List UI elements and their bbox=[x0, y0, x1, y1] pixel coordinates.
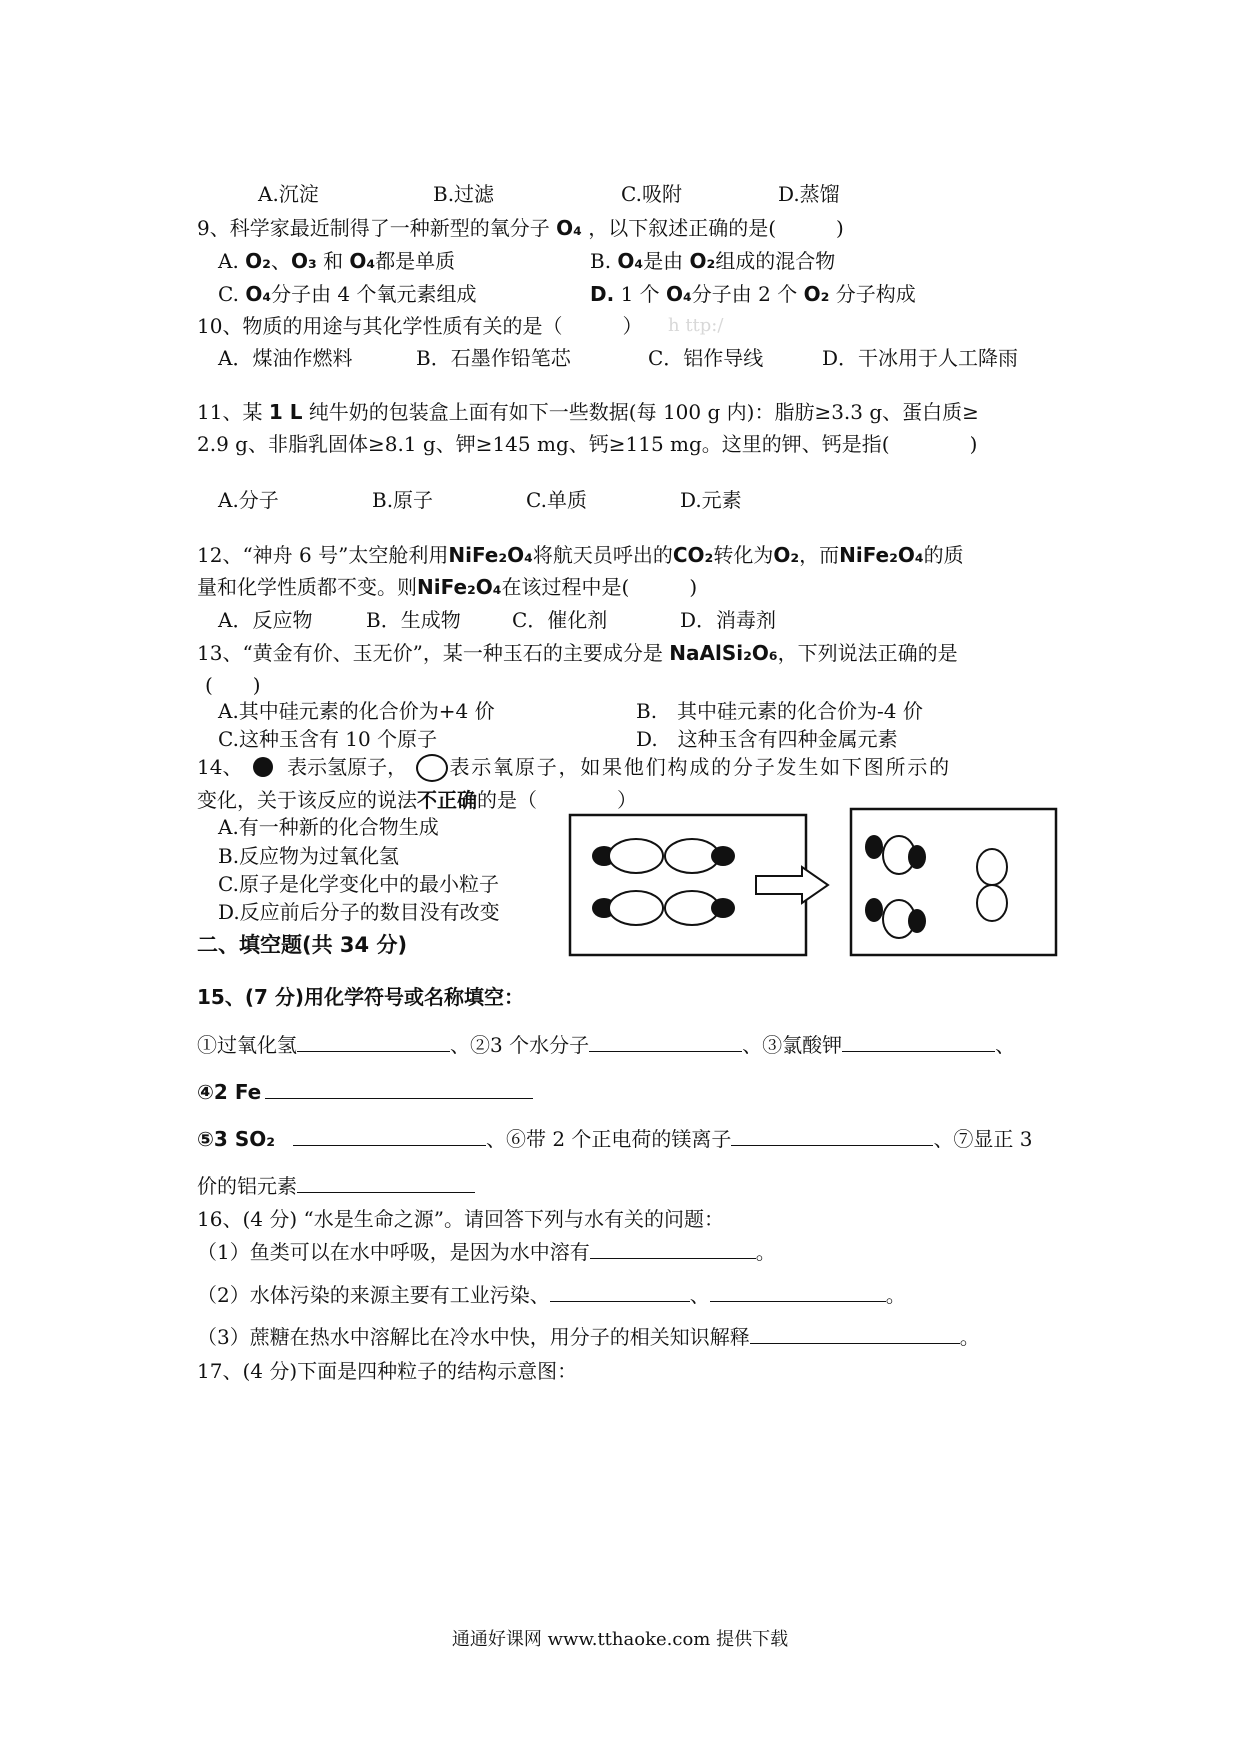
formula: O₄ bbox=[349, 249, 376, 273]
option-label: B. bbox=[590, 249, 612, 273]
formula: O₃ bbox=[290, 249, 317, 273]
q16-part1 bbox=[197, 1238, 776, 1266]
answer-blank[interactable] bbox=[590, 1238, 756, 1259]
option-label: C. bbox=[218, 282, 239, 306]
text: 13、“黄金有价、玉无价”，某一种玉石的主要成分是 bbox=[197, 641, 663, 665]
q12-line1 bbox=[197, 541, 964, 569]
q15-row3 bbox=[197, 1125, 1033, 1153]
q11-option-b: B.原子 bbox=[372, 488, 434, 512]
answer-blank[interactable] bbox=[842, 1031, 995, 1052]
q9-option-c bbox=[218, 280, 477, 308]
q16-part2 bbox=[197, 1281, 906, 1309]
text: 和 bbox=[323, 249, 344, 273]
text: 将航天员呼出的 bbox=[532, 543, 673, 567]
text: 、⑥带 2 个正电荷的镁离子 bbox=[485, 1127, 732, 1151]
q9-stem-tail: ，以下叙述正确的是( ) bbox=[588, 216, 844, 240]
formula: O₄ bbox=[666, 282, 692, 306]
q15-row4 bbox=[197, 1172, 475, 1200]
text: 分子构成 bbox=[835, 282, 916, 306]
q9-option-d bbox=[590, 280, 916, 308]
formula: O₄ bbox=[245, 282, 272, 306]
page-footer: 通通好课网 www.tthaoke.com 提供下载 bbox=[451, 1629, 789, 1650]
q12-option-a: A．反应物 bbox=[218, 608, 313, 632]
answer-blank[interactable] bbox=[550, 1281, 690, 1302]
text: （1）鱼类可以在水中呼吸，是因为水中溶有 bbox=[197, 1240, 590, 1264]
text: 价的铝元素 bbox=[197, 1174, 297, 1198]
formula: NiFe₂O₄ bbox=[417, 575, 502, 599]
q13-option-a: A.其中硅元素的化合价为+4 价 bbox=[218, 699, 495, 723]
arrow-icon bbox=[756, 867, 828, 903]
answer-blank[interactable] bbox=[265, 1078, 533, 1099]
text: （3）蔗糖在热水中溶解比在冷水中快，用分子的相关知识解释 bbox=[197, 1325, 750, 1349]
q13-option-c: C.这种玉含有 10 个原子 bbox=[218, 727, 438, 751]
answer-blank[interactable] bbox=[297, 1031, 450, 1052]
quantity: 1 L bbox=[268, 400, 303, 424]
text: 量和化学性质都不变。则 bbox=[197, 575, 417, 599]
text: 转化为 bbox=[713, 543, 774, 567]
q15-row1 bbox=[197, 1031, 1015, 1059]
text: 11、某 bbox=[197, 400, 263, 424]
q9-stem bbox=[197, 214, 844, 242]
q8-option-a: A.沉淀 bbox=[258, 182, 319, 206]
q11-option-a: A.分子 bbox=[218, 488, 279, 512]
text: 、②3 个水分子 bbox=[450, 1033, 590, 1057]
q9-option-a bbox=[218, 247, 455, 275]
text: ，下列说法正确的是 bbox=[777, 641, 958, 665]
formula: O₄ bbox=[617, 249, 644, 273]
text: 表示氧原子，如果他们构成的分子发生如下图所示的 bbox=[449, 755, 951, 779]
q17-title: 17、(4 分)下面是四种粒子的结构示意图： bbox=[197, 1359, 578, 1383]
answer-blank[interactable] bbox=[297, 1172, 475, 1193]
q10-stem: 10、物质的用途与其化学性质有关的是（ ） bbox=[197, 314, 643, 338]
text: 、 bbox=[995, 1033, 1016, 1057]
text: 在该过程中是( ) bbox=[501, 575, 698, 599]
q13-answer-bracket: ( ) bbox=[205, 673, 261, 697]
formula: O₂ bbox=[689, 249, 716, 273]
q8-option-b: B.过滤 bbox=[433, 182, 495, 206]
formula: O₂ bbox=[245, 249, 271, 273]
answer-blank[interactable] bbox=[750, 1323, 960, 1344]
text: 分子由 4 个氧元素组成 bbox=[271, 282, 477, 306]
q12-option-b: B．生成物 bbox=[366, 608, 461, 632]
q10-option-a: A．煤油作燃料 bbox=[218, 346, 353, 370]
q9-formula: O₄ bbox=[556, 216, 582, 240]
text: 是由 bbox=[643, 249, 684, 273]
text: ①过氧化氢 bbox=[197, 1033, 297, 1057]
q13-stem bbox=[197, 639, 958, 667]
q11-option-c: C.单质 bbox=[526, 488, 587, 512]
text: （2）水体污染的来源主要有工业污染、 bbox=[197, 1283, 550, 1307]
text: 表示氢原子， bbox=[287, 755, 408, 779]
text: 14、 bbox=[197, 755, 243, 779]
q16-part3 bbox=[197, 1323, 980, 1351]
text: 12、“神舟 6 号”太空舱利用 bbox=[197, 543, 449, 567]
formula: O₂ bbox=[803, 282, 830, 306]
section-title: 二、填空题(共 34 分) bbox=[197, 933, 408, 957]
q14-line1 bbox=[197, 753, 951, 782]
q9-option-b bbox=[590, 247, 835, 275]
text: ④2 Fe bbox=[197, 1080, 262, 1104]
text: 变化，关于该反应的说法 bbox=[197, 788, 417, 812]
q15-title bbox=[197, 983, 524, 1011]
option-label: D. bbox=[590, 282, 615, 306]
text: 、⑦显正 3 bbox=[933, 1127, 1033, 1151]
q8-option-c: C.吸附 bbox=[621, 182, 682, 206]
q16-title: 16、(4 分) “水是生命之源”。请回答下列与水有关的问题： bbox=[197, 1207, 724, 1231]
q15-row2 bbox=[197, 1078, 533, 1106]
text: 、③氯酸钾 bbox=[742, 1033, 843, 1057]
hydrogen-peroxide-molecule bbox=[592, 839, 735, 873]
text: 、 bbox=[689, 1283, 710, 1307]
formula: CO₂ bbox=[672, 543, 714, 567]
q14-option-c: C.原子是化学变化中的最小粒子 bbox=[218, 872, 499, 896]
formula: O₂ bbox=[773, 543, 800, 567]
q11-line1 bbox=[197, 398, 979, 426]
text: 、 bbox=[270, 249, 291, 273]
q12-line2 bbox=[197, 573, 697, 601]
q10-option-b: B．石墨作铅笔芯 bbox=[416, 346, 571, 370]
water-molecule bbox=[865, 835, 926, 874]
text: ，而 bbox=[799, 543, 840, 567]
watermark-text: h ttp:/ bbox=[668, 315, 724, 336]
q12-option-d: D．消毒剂 bbox=[680, 608, 777, 632]
oxygen-molecule bbox=[977, 849, 1007, 921]
answer-blank[interactable] bbox=[710, 1281, 886, 1302]
formula: NiFe₂O₄ bbox=[839, 543, 924, 567]
q8-option-d: D.蒸馏 bbox=[778, 182, 840, 206]
text: 。 bbox=[885, 1283, 906, 1307]
answer-blank[interactable] bbox=[731, 1125, 933, 1146]
text: 1 个 bbox=[620, 282, 660, 306]
answer-blank[interactable] bbox=[293, 1125, 486, 1146]
text: 纯牛奶的包装盒上面有如下一些数据(每 100 g 内)：脂肪≥3.3 g、蛋白质≥ bbox=[308, 400, 979, 424]
answer-blank[interactable] bbox=[589, 1031, 742, 1052]
q10-option-d: D．干冰用于人工降雨 bbox=[822, 346, 1019, 370]
q12-option-c: C．催化剂 bbox=[512, 608, 608, 632]
text: 分子由 2 个 bbox=[691, 282, 798, 306]
q14-option-b: B.反应物为过氧化氢 bbox=[218, 844, 400, 868]
water-molecule bbox=[865, 898, 926, 938]
q13-option-b: B. 其中硅元素的化合价为-4 价 bbox=[636, 699, 923, 723]
hydrogen-atom-icon bbox=[253, 757, 273, 777]
text: 的质 bbox=[923, 543, 964, 567]
text: 的是（ ） bbox=[477, 788, 637, 812]
q9-stem-text: 9、科学家最近制得了一种新型的氧分子 bbox=[197, 216, 550, 240]
option-label: A. bbox=[218, 249, 239, 273]
text: 都是单质 bbox=[375, 249, 456, 273]
reaction-diagram bbox=[568, 807, 1058, 959]
text: 组成的混合物 bbox=[715, 249, 836, 273]
q14-option-a: A.有一种新的化合物生成 bbox=[218, 815, 439, 839]
formula: NaAlSi₂O₆ bbox=[669, 641, 778, 665]
text: 。 bbox=[959, 1325, 980, 1349]
hydrogen-peroxide-molecule bbox=[592, 891, 735, 925]
q11-line2: 2.9 g、非脂乳固体≥8.1 g、钾≥145 mg、钙≥115 mg。这里的钾、钙是指( ) bbox=[197, 432, 978, 456]
text: ⑤3 SO₂ bbox=[197, 1127, 275, 1151]
oxygen-atom-icon bbox=[416, 754, 448, 782]
q14-option-d: D.反应前后分子的数目没有改变 bbox=[218, 900, 500, 924]
formula: NiFe₂O₄ bbox=[448, 543, 533, 567]
q13-option-d: D. 这种玉含有四种金属元素 bbox=[636, 727, 898, 751]
q11-option-d: D.元素 bbox=[680, 488, 742, 512]
text: 15、(7 分)用化学符号或名称填空： bbox=[197, 985, 524, 1009]
products-box bbox=[851, 809, 1056, 955]
text: 。 bbox=[755, 1240, 776, 1264]
emphasis-text: 不正确 bbox=[417, 788, 477, 812]
q10-option-c: C．铝作导线 bbox=[648, 346, 764, 370]
